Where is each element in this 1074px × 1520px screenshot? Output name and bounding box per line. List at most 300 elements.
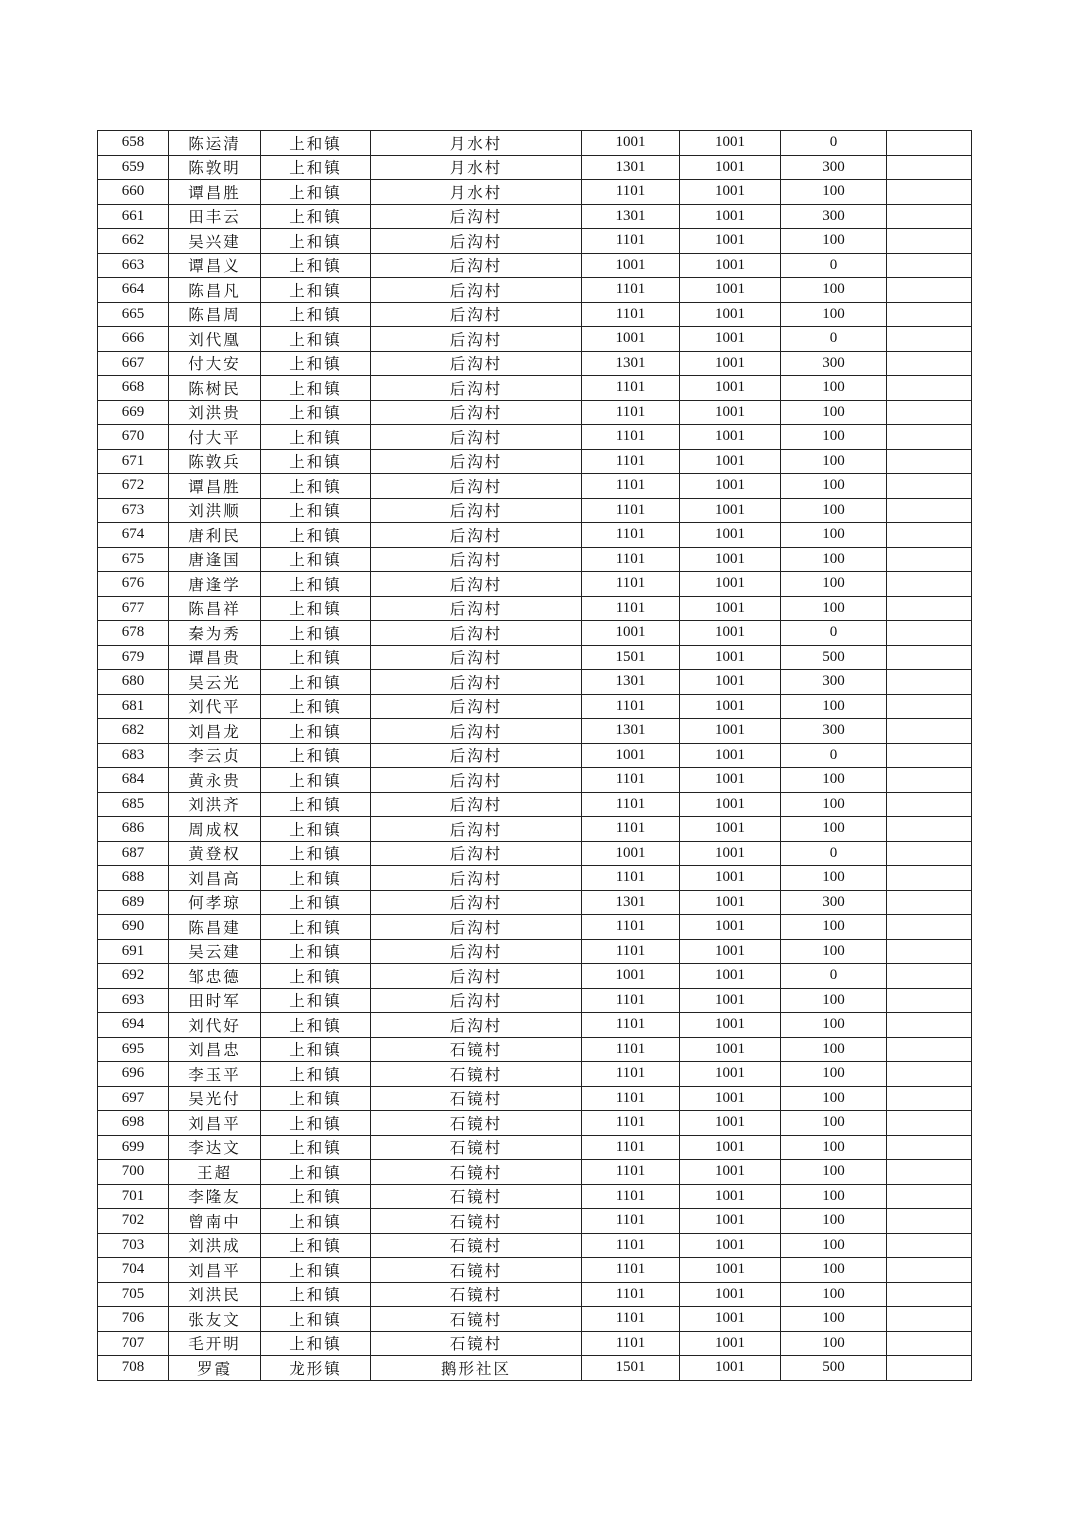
value-b-cell: 1001 — [680, 302, 781, 327]
value-a-cell: 1101 — [582, 1062, 680, 1087]
person-name-cell: 吴兴建 — [169, 229, 261, 254]
difference-cell: 100 — [781, 1307, 887, 1332]
row-index-cell: 672 — [98, 474, 169, 499]
person-name-cell: 李玉平 — [169, 1062, 261, 1087]
row-index-cell: 675 — [98, 547, 169, 572]
village-cell: 后沟村 — [371, 890, 582, 915]
difference-cell: 100 — [781, 1160, 887, 1185]
town-cell: 上和镇 — [261, 155, 371, 180]
remark-cell — [887, 1062, 972, 1087]
value-b-cell: 1001 — [680, 670, 781, 695]
value-b-cell: 1001 — [680, 523, 781, 548]
value-b-cell: 1001 — [680, 817, 781, 842]
value-a-cell: 1101 — [582, 1037, 680, 1062]
person-name-cell: 何孝琼 — [169, 890, 261, 915]
town-cell: 上和镇 — [261, 645, 371, 670]
person-name-cell: 田时军 — [169, 988, 261, 1013]
difference-cell: 0 — [781, 964, 887, 989]
village-cell: 石镜村 — [371, 1258, 582, 1283]
table-row — [98, 792, 972, 817]
person-name-cell: 刘昌高 — [169, 866, 261, 891]
value-b-cell: 1001 — [680, 425, 781, 450]
village-cell: 后沟村 — [371, 253, 582, 278]
person-name-cell: 刘洪民 — [169, 1282, 261, 1307]
difference-cell: 100 — [781, 400, 887, 425]
difference-cell: 100 — [781, 278, 887, 303]
table-body — [98, 131, 972, 1381]
town-cell: 上和镇 — [261, 596, 371, 621]
table-row — [98, 1013, 972, 1038]
remark-cell — [887, 1135, 972, 1160]
town-cell: 上和镇 — [261, 694, 371, 719]
difference-cell: 100 — [781, 768, 887, 793]
remark-cell — [887, 645, 972, 670]
table-row — [98, 400, 972, 425]
remark-cell — [887, 694, 972, 719]
difference-cell: 100 — [781, 1331, 887, 1356]
table-row — [98, 278, 972, 303]
row-index-cell: 706 — [98, 1307, 169, 1332]
row-index-cell: 681 — [98, 694, 169, 719]
value-a-cell: 1101 — [582, 694, 680, 719]
person-name-cell: 刘昌平 — [169, 1258, 261, 1283]
remark-cell — [887, 1160, 972, 1185]
value-b-cell: 1001 — [680, 1233, 781, 1258]
remark-cell — [887, 204, 972, 229]
value-a-cell: 1001 — [582, 327, 680, 352]
difference-cell: 0 — [781, 841, 887, 866]
person-name-cell: 谭昌胜 — [169, 474, 261, 499]
value-a-cell: 1101 — [582, 1013, 680, 1038]
difference-cell: 500 — [781, 645, 887, 670]
difference-cell: 300 — [781, 890, 887, 915]
person-name-cell: 付大安 — [169, 351, 261, 376]
town-cell: 上和镇 — [261, 278, 371, 303]
value-a-cell: 1501 — [582, 645, 680, 670]
difference-cell: 100 — [781, 939, 887, 964]
value-a-cell: 1101 — [582, 523, 680, 548]
difference-cell: 100 — [781, 1013, 887, 1038]
value-a-cell: 1101 — [582, 474, 680, 499]
value-b-cell: 1001 — [680, 1356, 781, 1381]
difference-cell: 300 — [781, 719, 887, 744]
value-a-cell: 1101 — [582, 1184, 680, 1209]
value-a-cell: 1001 — [582, 964, 680, 989]
table-row — [98, 1307, 972, 1332]
difference-cell: 0 — [781, 131, 887, 156]
town-cell: 上和镇 — [261, 425, 371, 450]
value-b-cell: 1001 — [680, 400, 781, 425]
person-name-cell: 陈敦明 — [169, 155, 261, 180]
table-row — [98, 180, 972, 205]
table-row — [98, 302, 972, 327]
row-index-cell: 680 — [98, 670, 169, 695]
row-index-cell: 694 — [98, 1013, 169, 1038]
remark-cell — [887, 1086, 972, 1111]
value-b-cell: 1001 — [680, 474, 781, 499]
town-cell: 上和镇 — [261, 1184, 371, 1209]
remark-cell — [887, 1331, 972, 1356]
person-name-cell: 罗霞 — [169, 1356, 261, 1381]
person-name-cell: 谭昌胜 — [169, 180, 261, 205]
town-cell: 上和镇 — [261, 351, 371, 376]
table-row — [98, 1111, 972, 1136]
difference-cell: 100 — [781, 523, 887, 548]
remark-cell — [887, 1307, 972, 1332]
table-row — [98, 1258, 972, 1283]
village-cell: 后沟村 — [371, 1013, 582, 1038]
table-row — [98, 1135, 972, 1160]
table-row — [98, 1282, 972, 1307]
row-index-cell: 666 — [98, 327, 169, 352]
person-name-cell: 陈敦兵 — [169, 449, 261, 474]
value-b-cell: 1001 — [680, 768, 781, 793]
value-a-cell: 1101 — [582, 792, 680, 817]
person-name-cell: 李达文 — [169, 1135, 261, 1160]
village-cell: 石镜村 — [371, 1233, 582, 1258]
village-cell: 后沟村 — [371, 792, 582, 817]
person-name-cell: 吴云光 — [169, 670, 261, 695]
value-a-cell: 1001 — [582, 621, 680, 646]
value-a-cell: 1301 — [582, 890, 680, 915]
town-cell: 上和镇 — [261, 204, 371, 229]
difference-cell: 100 — [781, 596, 887, 621]
difference-cell: 0 — [781, 253, 887, 278]
town-cell: 上和镇 — [261, 1282, 371, 1307]
village-cell: 后沟村 — [371, 376, 582, 401]
table-row — [98, 1037, 972, 1062]
value-b-cell: 1001 — [680, 253, 781, 278]
village-cell: 后沟村 — [371, 915, 582, 940]
table-row — [98, 204, 972, 229]
value-b-cell: 1001 — [680, 180, 781, 205]
person-name-cell: 唐逢国 — [169, 547, 261, 572]
town-cell: 上和镇 — [261, 229, 371, 254]
village-cell: 石镜村 — [371, 1160, 582, 1185]
village-cell: 后沟村 — [371, 278, 582, 303]
person-name-cell: 唐利民 — [169, 523, 261, 548]
remark-cell — [887, 180, 972, 205]
remark-cell — [887, 523, 972, 548]
value-a-cell: 1301 — [582, 204, 680, 229]
value-a-cell: 1101 — [582, 817, 680, 842]
remark-cell — [887, 866, 972, 891]
value-b-cell: 1001 — [680, 1184, 781, 1209]
row-index-cell: 691 — [98, 939, 169, 964]
difference-cell: 100 — [781, 449, 887, 474]
person-name-cell: 毛开明 — [169, 1331, 261, 1356]
village-cell: 后沟村 — [371, 768, 582, 793]
village-cell: 鹅形社区 — [371, 1356, 582, 1381]
person-name-cell: 张友文 — [169, 1307, 261, 1332]
town-cell: 上和镇 — [261, 572, 371, 597]
village-cell: 后沟村 — [371, 229, 582, 254]
remark-cell — [887, 670, 972, 695]
remark-cell — [887, 376, 972, 401]
town-cell: 上和镇 — [261, 1258, 371, 1283]
value-a-cell: 1101 — [582, 988, 680, 1013]
remark-cell — [887, 743, 972, 768]
remark-cell — [887, 327, 972, 352]
table-row — [98, 768, 972, 793]
town-cell: 上和镇 — [261, 1013, 371, 1038]
row-index-cell: 690 — [98, 915, 169, 940]
value-a-cell: 1001 — [582, 743, 680, 768]
village-cell: 后沟村 — [371, 866, 582, 891]
village-cell: 后沟村 — [371, 572, 582, 597]
town-cell: 上和镇 — [261, 792, 371, 817]
difference-cell: 0 — [781, 621, 887, 646]
person-name-cell: 陈昌祥 — [169, 596, 261, 621]
remark-cell — [887, 1111, 972, 1136]
town-cell: 上和镇 — [261, 327, 371, 352]
difference-cell: 100 — [781, 572, 887, 597]
value-a-cell: 1101 — [582, 400, 680, 425]
value-a-cell: 1301 — [582, 719, 680, 744]
row-index-cell: 702 — [98, 1209, 169, 1234]
table-row — [98, 890, 972, 915]
row-index-cell: 692 — [98, 964, 169, 989]
data-table — [97, 130, 972, 1381]
remark-cell — [887, 425, 972, 450]
value-a-cell: 1101 — [582, 1282, 680, 1307]
village-cell: 后沟村 — [371, 670, 582, 695]
row-index-cell: 683 — [98, 743, 169, 768]
person-name-cell: 刘代好 — [169, 1013, 261, 1038]
value-b-cell: 1001 — [680, 939, 781, 964]
remark-cell — [887, 498, 972, 523]
value-b-cell: 1001 — [680, 1307, 781, 1332]
value-a-cell: 1101 — [582, 1209, 680, 1234]
difference-cell: 100 — [781, 547, 887, 572]
table-row — [98, 376, 972, 401]
row-index-cell: 701 — [98, 1184, 169, 1209]
table-row — [98, 988, 972, 1013]
row-index-cell: 686 — [98, 817, 169, 842]
row-index-cell: 684 — [98, 768, 169, 793]
town-cell: 上和镇 — [261, 1233, 371, 1258]
table-row — [98, 498, 972, 523]
village-cell: 后沟村 — [371, 939, 582, 964]
table-row — [98, 449, 972, 474]
town-cell: 上和镇 — [261, 253, 371, 278]
table-row — [98, 425, 972, 450]
table-row — [98, 915, 972, 940]
value-b-cell: 1001 — [680, 719, 781, 744]
value-b-cell: 1001 — [680, 1086, 781, 1111]
difference-cell: 100 — [781, 425, 887, 450]
value-a-cell: 1101 — [582, 915, 680, 940]
village-cell: 石镜村 — [371, 1307, 582, 1332]
value-b-cell: 1001 — [680, 792, 781, 817]
table-row — [98, 131, 972, 156]
value-a-cell: 1101 — [582, 1160, 680, 1185]
table-row — [98, 229, 972, 254]
town-cell: 上和镇 — [261, 180, 371, 205]
value-b-cell: 1001 — [680, 327, 781, 352]
remark-cell — [887, 915, 972, 940]
difference-cell: 100 — [781, 1037, 887, 1062]
village-cell: 后沟村 — [371, 425, 582, 450]
village-cell: 后沟村 — [371, 351, 582, 376]
row-index-cell: 667 — [98, 351, 169, 376]
person-name-cell: 陈昌建 — [169, 915, 261, 940]
value-a-cell: 1101 — [582, 866, 680, 891]
village-cell: 后沟村 — [371, 474, 582, 499]
value-b-cell: 1001 — [680, 572, 781, 597]
table-row — [98, 645, 972, 670]
value-a-cell: 1301 — [582, 670, 680, 695]
person-name-cell: 王超 — [169, 1160, 261, 1185]
difference-cell: 300 — [781, 155, 887, 180]
value-b-cell: 1001 — [680, 645, 781, 670]
town-cell: 上和镇 — [261, 719, 371, 744]
village-cell: 后沟村 — [371, 449, 582, 474]
value-a-cell: 1301 — [582, 351, 680, 376]
remark-cell — [887, 817, 972, 842]
value-b-cell: 1001 — [680, 890, 781, 915]
village-cell: 后沟村 — [371, 964, 582, 989]
value-b-cell: 1001 — [680, 351, 781, 376]
person-name-cell: 陈昌周 — [169, 302, 261, 327]
table-row — [98, 939, 972, 964]
value-b-cell: 1001 — [680, 155, 781, 180]
value-a-cell: 1101 — [582, 449, 680, 474]
value-b-cell: 1001 — [680, 1037, 781, 1062]
town-cell: 上和镇 — [261, 939, 371, 964]
village-cell: 后沟村 — [371, 523, 582, 548]
village-cell: 后沟村 — [371, 841, 582, 866]
person-name-cell: 陈树民 — [169, 376, 261, 401]
remark-cell — [887, 474, 972, 499]
village-cell: 后沟村 — [371, 547, 582, 572]
row-index-cell: 689 — [98, 890, 169, 915]
value-b-cell: 1001 — [680, 1013, 781, 1038]
row-index-cell: 670 — [98, 425, 169, 450]
difference-cell: 500 — [781, 1356, 887, 1381]
table-row — [98, 743, 972, 768]
row-index-cell: 698 — [98, 1111, 169, 1136]
row-index-cell: 661 — [98, 204, 169, 229]
row-index-cell: 699 — [98, 1135, 169, 1160]
remark-cell — [887, 939, 972, 964]
village-cell: 石镜村 — [371, 1331, 582, 1356]
value-a-cell: 1101 — [582, 376, 680, 401]
town-cell: 上和镇 — [261, 743, 371, 768]
village-cell: 后沟村 — [371, 327, 582, 352]
value-b-cell: 1001 — [680, 694, 781, 719]
value-a-cell: 1301 — [582, 155, 680, 180]
person-name-cell: 秦为秀 — [169, 621, 261, 646]
village-cell: 后沟村 — [371, 621, 582, 646]
village-cell: 后沟村 — [371, 204, 582, 229]
difference-cell: 100 — [781, 498, 887, 523]
person-name-cell: 黄登权 — [169, 841, 261, 866]
row-index-cell: 673 — [98, 498, 169, 523]
village-cell: 后沟村 — [371, 694, 582, 719]
value-a-cell: 1001 — [582, 841, 680, 866]
difference-cell: 100 — [781, 915, 887, 940]
value-b-cell: 1001 — [680, 964, 781, 989]
difference-cell: 100 — [781, 1209, 887, 1234]
value-b-cell: 1001 — [680, 1160, 781, 1185]
remark-cell — [887, 572, 972, 597]
value-a-cell: 1101 — [582, 1086, 680, 1111]
town-cell: 上和镇 — [261, 1111, 371, 1136]
remark-cell — [887, 1013, 972, 1038]
value-a-cell: 1101 — [582, 278, 680, 303]
person-name-cell: 周成权 — [169, 817, 261, 842]
town-cell: 上和镇 — [261, 474, 371, 499]
value-a-cell: 1001 — [582, 131, 680, 156]
value-b-cell: 1001 — [680, 1282, 781, 1307]
row-index-cell: 674 — [98, 523, 169, 548]
value-a-cell: 1101 — [582, 572, 680, 597]
value-b-cell: 1001 — [680, 547, 781, 572]
value-b-cell: 1001 — [680, 498, 781, 523]
difference-cell: 0 — [781, 743, 887, 768]
town-cell: 上和镇 — [261, 890, 371, 915]
remark-cell — [887, 1184, 972, 1209]
person-name-cell: 刘昌平 — [169, 1111, 261, 1136]
remark-cell — [887, 1037, 972, 1062]
village-cell: 石镜村 — [371, 1135, 582, 1160]
village-cell: 石镜村 — [371, 1282, 582, 1307]
value-a-cell: 1101 — [582, 1135, 680, 1160]
remark-cell — [887, 719, 972, 744]
difference-cell: 100 — [781, 474, 887, 499]
value-b-cell: 1001 — [680, 1331, 781, 1356]
value-a-cell: 1101 — [582, 1233, 680, 1258]
remark-cell — [887, 229, 972, 254]
town-cell: 上和镇 — [261, 988, 371, 1013]
value-b-cell: 1001 — [680, 204, 781, 229]
village-cell: 后沟村 — [371, 743, 582, 768]
value-a-cell: 1001 — [582, 253, 680, 278]
person-name-cell: 李隆友 — [169, 1184, 261, 1209]
difference-cell: 300 — [781, 351, 887, 376]
row-index-cell: 665 — [98, 302, 169, 327]
table-row — [98, 1160, 972, 1185]
remark-cell — [887, 351, 972, 376]
difference-cell: 100 — [781, 1184, 887, 1209]
value-a-cell: 1101 — [582, 229, 680, 254]
value-b-cell: 1001 — [680, 229, 781, 254]
town-cell: 上和镇 — [261, 131, 371, 156]
remark-cell — [887, 1282, 972, 1307]
remark-cell — [887, 792, 972, 817]
table-row — [98, 155, 972, 180]
village-cell: 后沟村 — [371, 988, 582, 1013]
row-index-cell: 668 — [98, 376, 169, 401]
town-cell: 上和镇 — [261, 1160, 371, 1185]
town-cell: 上和镇 — [261, 817, 371, 842]
row-index-cell: 707 — [98, 1331, 169, 1356]
table-row — [98, 1356, 972, 1381]
person-name-cell: 刘洪齐 — [169, 792, 261, 817]
value-b-cell: 1001 — [680, 988, 781, 1013]
village-cell: 月水村 — [371, 180, 582, 205]
town-cell: 龙形镇 — [261, 1356, 371, 1381]
row-index-cell: 688 — [98, 866, 169, 891]
town-cell: 上和镇 — [261, 915, 371, 940]
row-index-cell: 682 — [98, 719, 169, 744]
row-index-cell: 687 — [98, 841, 169, 866]
difference-cell: 100 — [781, 229, 887, 254]
row-index-cell: 676 — [98, 572, 169, 597]
difference-cell: 100 — [781, 1062, 887, 1087]
village-cell: 后沟村 — [371, 719, 582, 744]
